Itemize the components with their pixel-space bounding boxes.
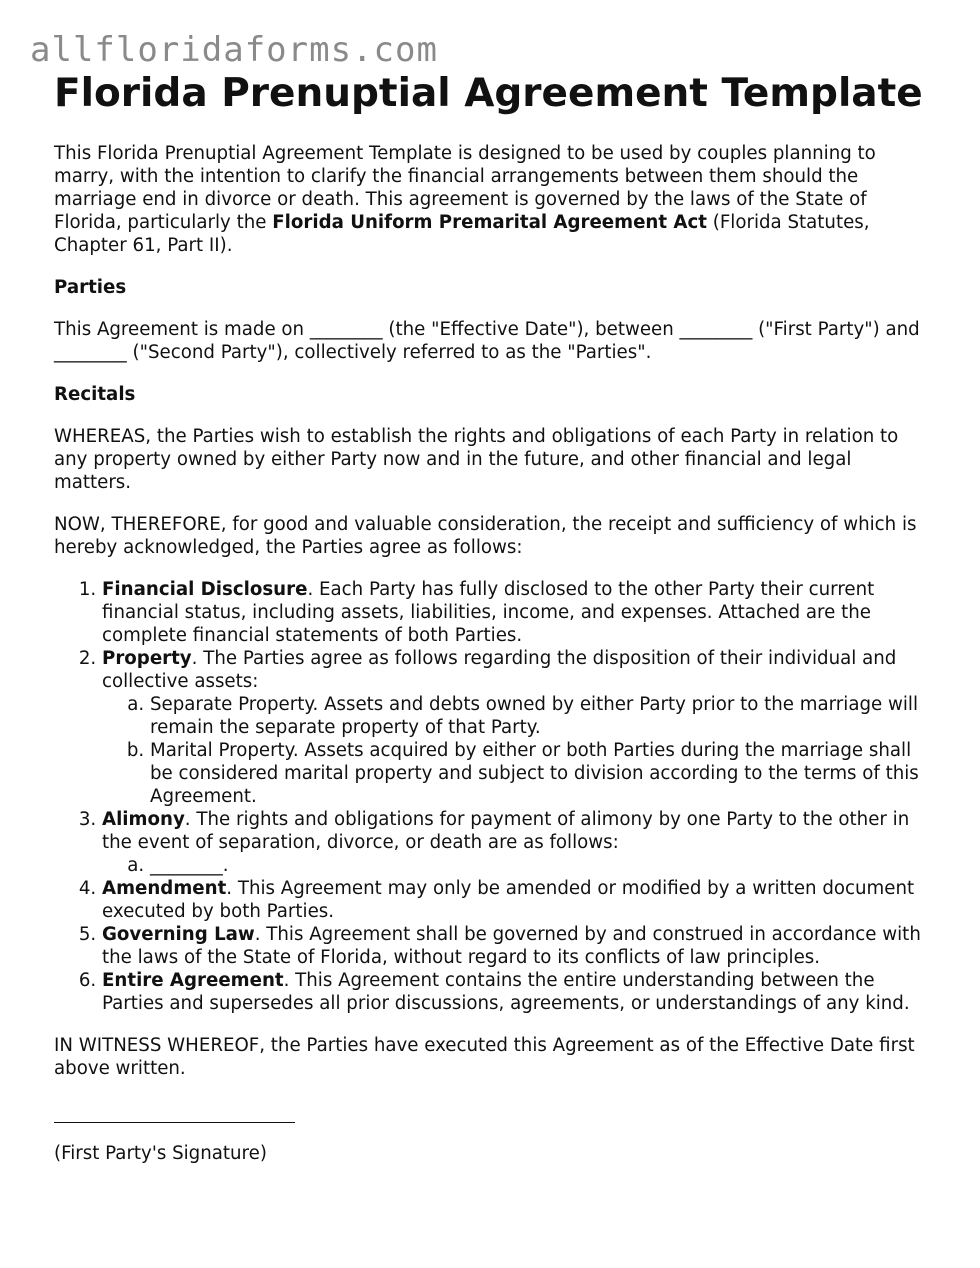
signature-line	[54, 1122, 295, 1123]
term-title: Property	[102, 648, 192, 669]
terms-list	[54, 578, 929, 1015]
now-therefore-paragraph: NOW, THEREFORE, for good and valuable consideration, the receipt and sufficiency of which is hereby acknowledged, the Parties agree as follows:	[54, 514, 917, 558]
whereas-paragraph: WHEREAS, the Parties wish to establish the rights and obligations of each Party in relation to any property owned by either Party now and in the future, and other financial and legal matters.	[54, 426, 899, 493]
subterm-alimony-blank: a. ________.	[150, 854, 929, 877]
parties-paragraph: This Agreement is made on ________ (the "Effective Date"), between ________ ("First Party") and ________ ("Second Party"), collectively referred to as the "Parties".	[54, 319, 920, 363]
term-item-financial-disclosure	[102, 578, 929, 647]
subterm-marital-property: b. Marital Property. Assets acquired by either or both Parties during the marriage shall be considered marital property and subject to division according to the terms of this Agreement.	[150, 739, 929, 808]
document	[54, 70, 929, 1165]
term-item-alimony	[102, 808, 929, 877]
recitals-heading: Recitals	[54, 384, 136, 405]
parties-heading: Parties	[54, 277, 127, 298]
term-item-amendment	[102, 877, 929, 923]
term-title: Alimony	[102, 809, 185, 830]
witness-paragraph: IN WITNESS WHEREOF, the Parties have executed this Agreement as of the Effective Date first above written.	[54, 1035, 915, 1079]
term-title: Entire Agreement	[102, 970, 284, 991]
term-title: Amendment	[102, 878, 227, 899]
term-item-property	[102, 647, 929, 808]
term-text: . The Parties agree as follows regarding the disposition of their individual and collective assets:	[102, 648, 897, 692]
term-text: . This Agreement shall be governed by and construed in accordance with the laws of the State of Florida, without regard to its conflicts of law principles.	[102, 924, 921, 968]
term-item-governing-law	[102, 923, 929, 969]
subterm-separate-property: a. Separate Property. Assets and debts owned by either Party prior to the marriage will remain the separate property of that Party.	[150, 693, 929, 739]
term-title: Governing Law	[102, 924, 255, 945]
intro-text-before: This Florida Prenuptial Agreement Template is designed to be used by couples planning to marry, with the intention to clarify the financial arrangements between them should the marriage end in divorce or death. This agreement is governed by the laws of the State of Florida, particularly the	[54, 143, 876, 233]
term-text: . The rights and obligations for payment of alimony by one Party to the other in the event of separation, divorce, or death are as follows:	[102, 809, 910, 853]
term-title: Financial Disclosure	[102, 579, 308, 600]
watermark: allfloridaforms.com	[30, 30, 438, 70]
term-text: . This Agreement contains the entire understanding between the Parties and supersedes all prior discussions, agreements, or understandings of any kind.	[102, 970, 910, 1014]
term-text: . This Agreement may only be amended or modified by a written document executed by both Parties.	[102, 878, 915, 922]
term-text: . Each Party has fully disclosed to the other Party their current financial status, including assets, liabilities, income, and expenses. Attached are the complete financial statements of both Parties.	[102, 579, 875, 646]
intro-text-after: (Florida Statutes, Chapter 61, Part II).	[54, 212, 870, 256]
page-title: Florida Prenuptial Agreement Template	[54, 71, 923, 116]
intro-act-name: Florida Uniform Premarital Agreement Act	[272, 212, 707, 233]
signature-caption: (First Party's Signature)	[54, 1143, 267, 1164]
intro-paragraph	[54, 142, 929, 257]
property-sublist	[102, 693, 929, 808]
term-item-entire-agreement	[102, 969, 929, 1015]
alimony-sublist	[102, 854, 929, 877]
